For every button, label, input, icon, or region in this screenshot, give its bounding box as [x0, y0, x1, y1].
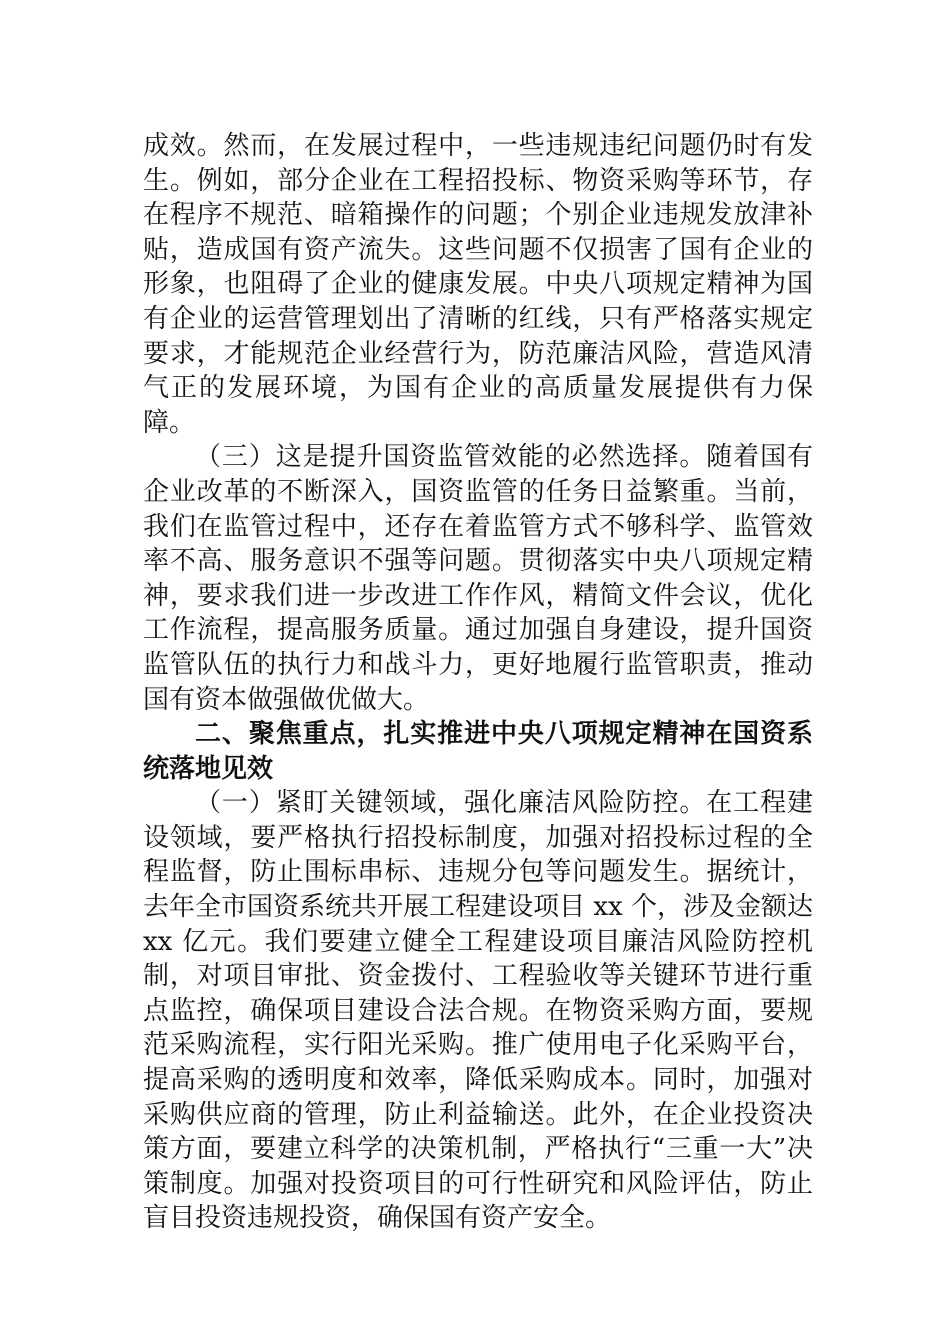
paragraph-continuation: 成效。然而，在发展过程中，一些违规违纪问题仍时有发生。例如，部分企业在工程招投标、物资采购等环节，存在程序不规范、暗箱操作的问题；个别企业违规发放津补贴，造成国有资产流失。这些问题不仅损害了国有企业的形象，也阻碍了企业的健康发展。中央八项规定精神为国有企业的运营管理划出了清晰的红线，只有严格落实规定要求，才能规范企业经营行为，防范廉洁风险，营造风清气正的发展环境，为国有企业的高质量发展提供有力保障。 — [143, 131, 813, 438]
paragraph-subsection-one: （一）紧盯关键领域，强化廉洁风险防控。在工程建设领域，要严格执行招投标制度，加强对招投标过程的全程监督，防止围标串标、违规分包等问题发生。据统计，去年全市国资系统共开展工程建设项目 xx 个，涉及金额达 xx 亿元。我们要建立健全工程建设项目廉洁风险防控机制，对项目审批、资金拨付、工程验收等关键环节进行重点监控，确保项目建设合法合规。在物资采购方面，要规范采购流程，实行阳光采购。推广使用电子化采购平台，提高采购的透明度和效率，降低采购成本。同时，加强对采购供应商的管理，防止利益输送。此外，在企业投资决策方面，要建立科学的决策机制，严格执行“三重一大”决策制度。加强对投资项目的可行性研究和风险评估，防止盲目投资违规投资，确保国有资产安全。 — [143, 788, 813, 1234]
section-heading-two: 二、聚焦重点，扎实推进中央八项规定精神在国资系统落地见效 — [143, 719, 813, 784]
document-body — [143, 129, 813, 1236]
paragraph-section-three: （三）这是提升国资监管效能的必然选择。随着国有企业改革的不断深入，国资监管的任务日益繁重。当前，我们在监管过程中，还存在着监管方式不够科学、监管效率不高、服务意识不强等问题。贯彻落实中央八项规定精神，要求我们进一步改进工作作风，精简文件会议，优化工作流程，提高服务质量。通过加强自身建设，提升国资监管队伍的执行力和战斗力，更好地履行监管职责，推动国有资本做强做优做大。 — [143, 442, 813, 715]
